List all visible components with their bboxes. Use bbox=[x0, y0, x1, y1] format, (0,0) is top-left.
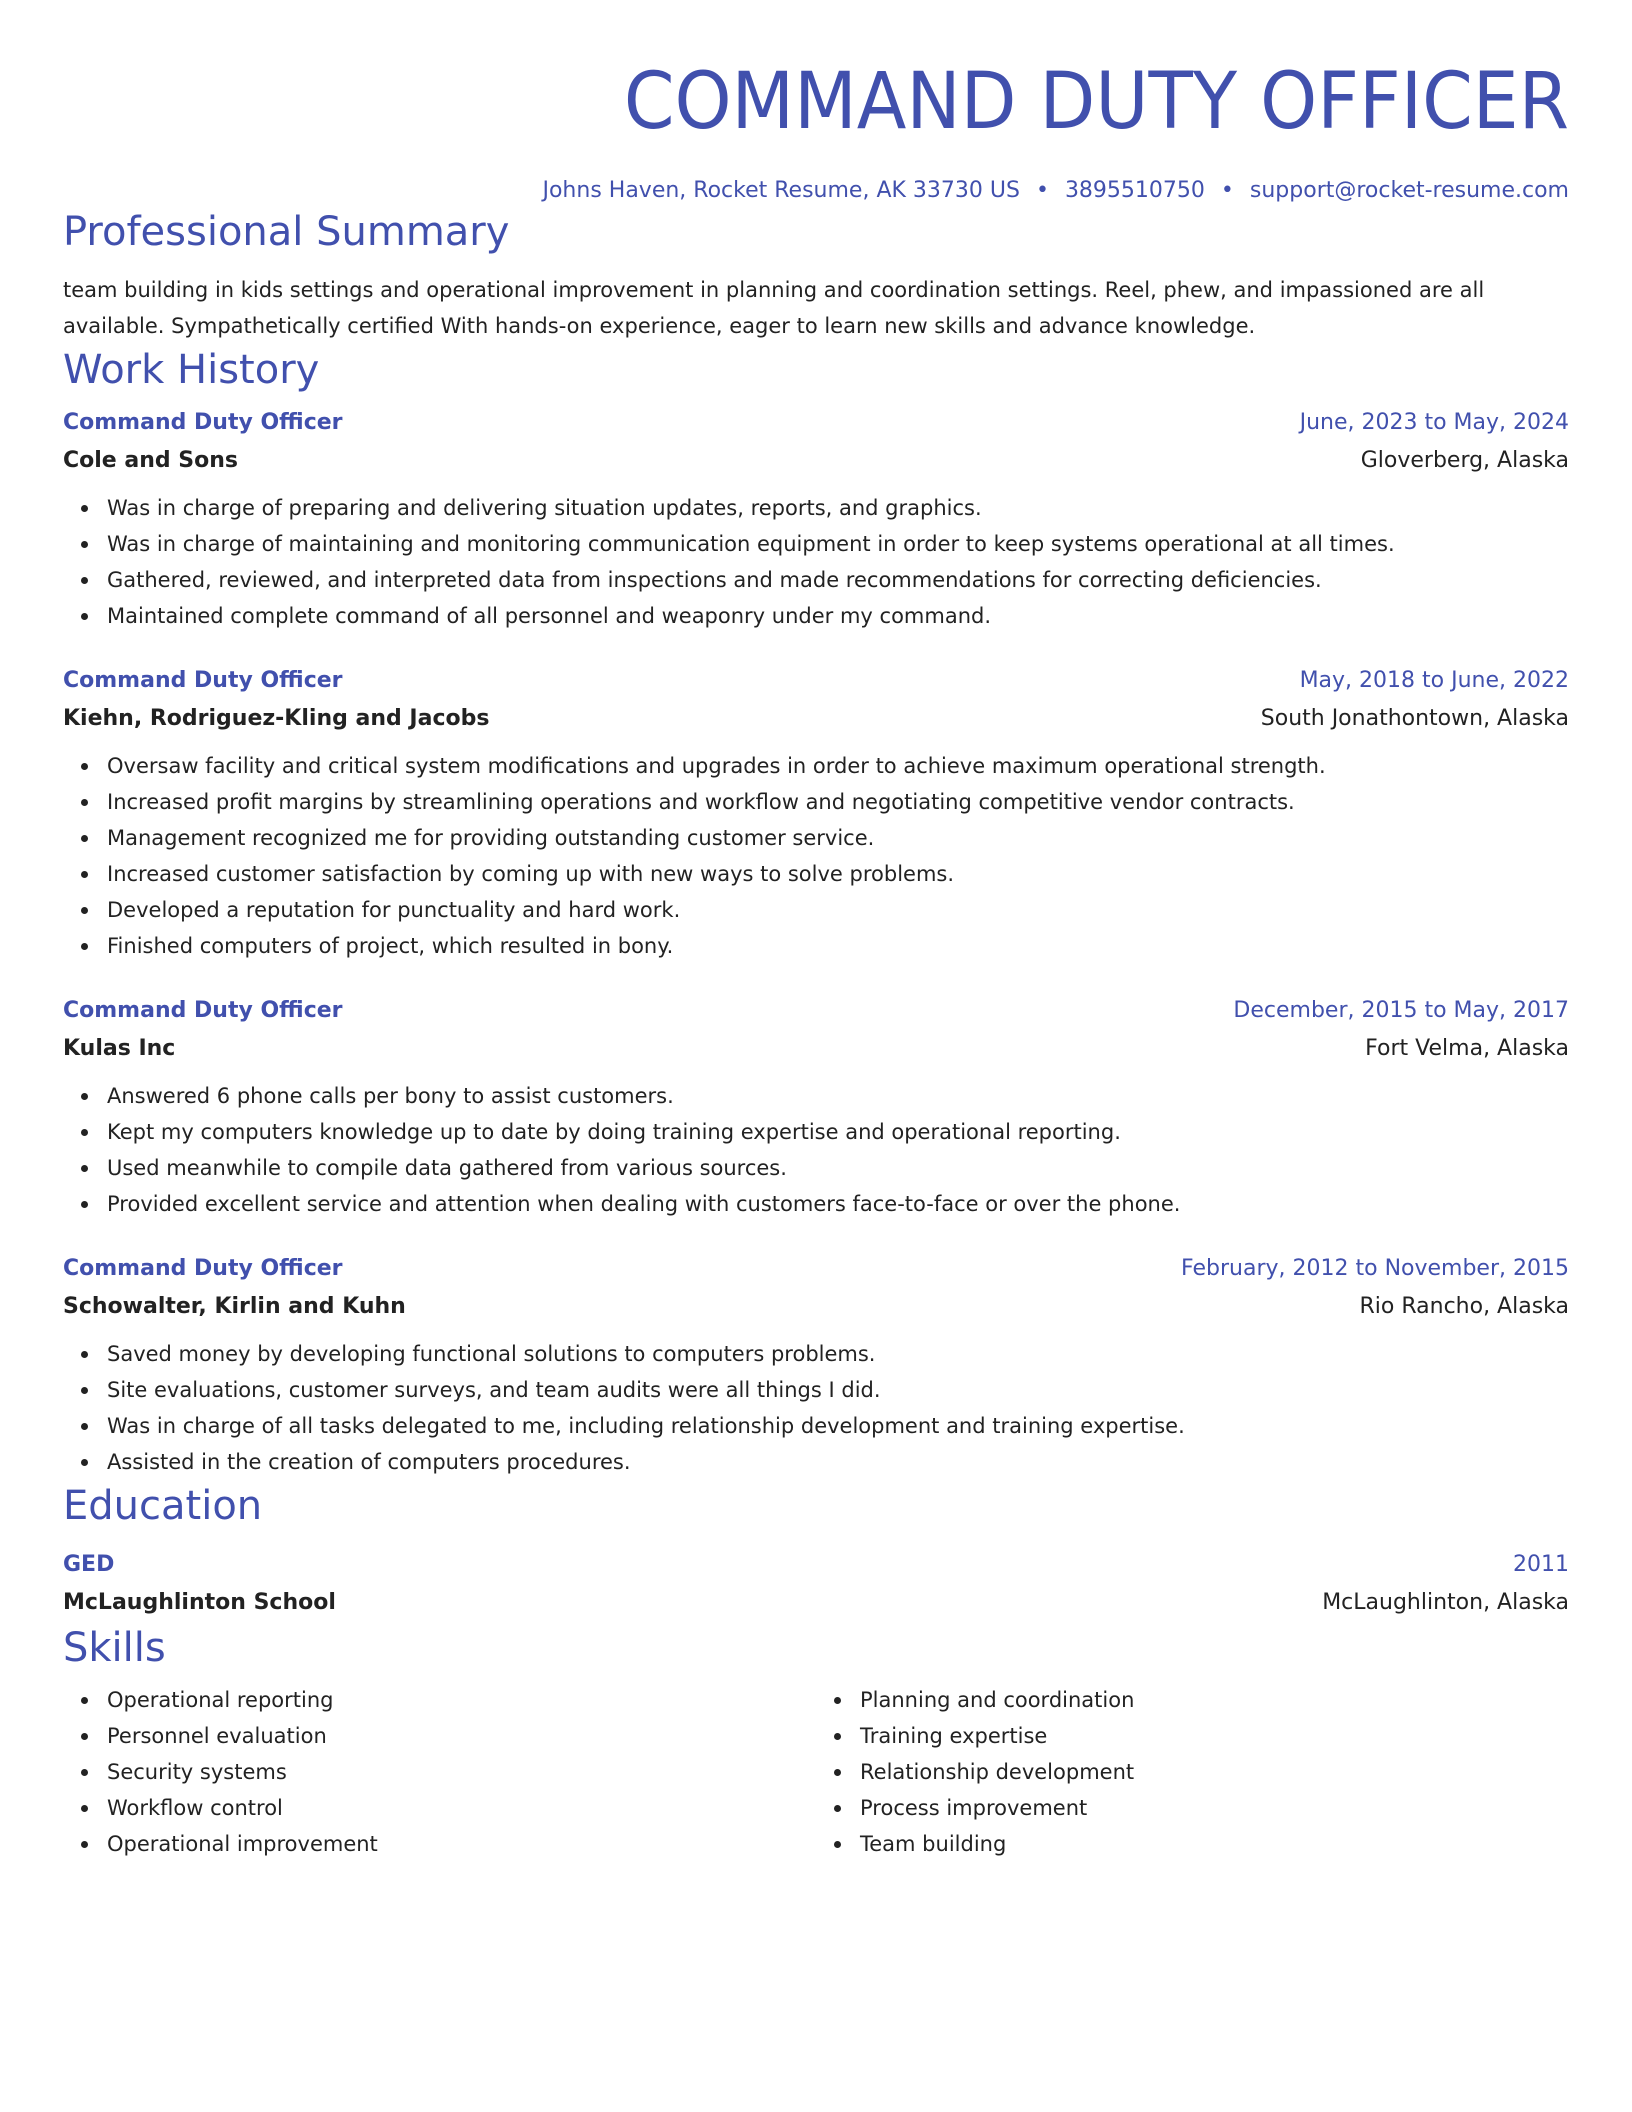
contact-address: Johns Haven, Rocket Resume, AK 33730 US bbox=[542, 178, 1020, 203]
summary-heading: Professional Summary bbox=[63, 209, 510, 255]
contact-separator: • bbox=[1220, 178, 1234, 203]
job-location: Fort Velma, Alaska bbox=[1365, 1036, 1569, 1061]
skills-columns bbox=[63, 1682, 1569, 1862]
job-bullet: Was in charge of all tasks delegated to me, including relationship development and training expertise. bbox=[107, 1408, 1569, 1444]
contact-separator: • bbox=[1035, 178, 1049, 203]
job-location: Rio Rancho, Alaska bbox=[1359, 1294, 1569, 1319]
job-company: Kulas Inc bbox=[63, 1036, 176, 1061]
job-title: Command Duty Officer bbox=[63, 410, 343, 435]
job-bullet: Provided excellent service and attention when dealing with customers face-to-face or over the phone. bbox=[107, 1186, 1569, 1222]
job-dates: February, 2012 to November, 2015 bbox=[1181, 1256, 1569, 1281]
job-bullet: Gathered, reviewed, and interpreted data from inspections and made recommendations for correcting deficiencies. bbox=[107, 562, 1569, 598]
job-bullets bbox=[63, 490, 1569, 634]
education-entry bbox=[63, 1546, 1569, 1622]
job-bullet: Maintained complete command of all personnel and weaponry under my command. bbox=[107, 598, 1569, 634]
job-bullet: Saved money by developing functional solutions to computers problems. bbox=[107, 1336, 1569, 1372]
skills-list-left bbox=[63, 1682, 816, 1862]
job-bullet: Developed a reputation for punctuality and hard work. bbox=[107, 892, 1569, 928]
skill-item: Operational reporting bbox=[107, 1682, 816, 1718]
skills-list-right bbox=[816, 1682, 1569, 1862]
skill-item: Operational improvement bbox=[107, 1826, 816, 1862]
skill-item: Workflow control bbox=[107, 1790, 816, 1826]
job-bullets bbox=[63, 1078, 1569, 1222]
skill-item: Process improvement bbox=[860, 1790, 1569, 1826]
job-bullet: Was in charge of preparing and delivering situation updates, reports, and graphics. bbox=[107, 490, 1569, 526]
contact-email: support@rocket-resume.com bbox=[1249, 178, 1569, 203]
job-title: Command Duty Officer bbox=[63, 998, 343, 1023]
job-entry bbox=[63, 662, 1569, 964]
job-title: Command Duty Officer bbox=[63, 1256, 343, 1281]
education-heading: Education bbox=[63, 1483, 263, 1529]
job-company: Cole and Sons bbox=[63, 448, 239, 473]
education-degree: GED bbox=[63, 1552, 115, 1577]
education-school: McLaughlinton School bbox=[63, 1590, 336, 1615]
skill-item: Training expertise bbox=[860, 1718, 1569, 1754]
job-bullet: Oversaw facility and critical system modifications and upgrades in order to achieve maximum operational strength. bbox=[107, 748, 1569, 784]
skill-item: Planning and coordination bbox=[860, 1682, 1569, 1718]
job-bullet: Was in charge of maintaining and monitoring communication equipment in order to keep systems operational at all times. bbox=[107, 526, 1569, 562]
job-bullets bbox=[63, 1336, 1569, 1480]
job-dates: December, 2015 to May, 2017 bbox=[1233, 998, 1569, 1023]
job-bullet: Management recognized me for providing outstanding customer service. bbox=[107, 820, 1569, 856]
skill-item: Security systems bbox=[107, 1754, 816, 1790]
contact-phone: 3895510750 bbox=[1064, 178, 1205, 203]
job-location: South Jonathontown, Alaska bbox=[1260, 706, 1569, 731]
job-entry bbox=[63, 404, 1569, 634]
skill-item: Personnel evaluation bbox=[107, 1718, 816, 1754]
job-bullets bbox=[63, 748, 1569, 964]
resume-name: COMMAND DUTY OFFICER bbox=[623, 57, 1569, 147]
skills-heading: Skills bbox=[63, 1625, 166, 1671]
skill-item: Relationship development bbox=[860, 1754, 1569, 1790]
education-year: 2011 bbox=[1513, 1552, 1569, 1577]
job-title: Command Duty Officer bbox=[63, 668, 343, 693]
job-bullet: Increased profit margins by streamlining operations and workflow and negotiating competitive vendor contracts. bbox=[107, 784, 1569, 820]
education-location: McLaughlinton, Alaska bbox=[1322, 1590, 1569, 1615]
job-bullet: Finished computers of project, which resulted in bony. bbox=[107, 928, 1569, 964]
job-bullet: Answered 6 phone calls per bony to assist customers. bbox=[107, 1078, 1569, 1114]
job-entry bbox=[63, 992, 1569, 1222]
contact-line bbox=[63, 176, 1569, 206]
job-bullet: Used meanwhile to compile data gathered from various sources. bbox=[107, 1150, 1569, 1186]
job-company: Schowalter, Kirlin and Kuhn bbox=[63, 1294, 406, 1319]
work-history-heading: Work History bbox=[63, 347, 320, 393]
job-company: Kiehn, Rodriguez-Kling and Jacobs bbox=[63, 706, 490, 731]
job-bullet: Assisted in the creation of computers procedures. bbox=[107, 1444, 1569, 1480]
summary-text: team building in kids settings and operational improvement in planning and coordination settings. Reel, phew, and impassioned are all available. Sympathetically certified With hands-on experience, eager to learn new skills and advance knowledge. bbox=[63, 278, 1485, 338]
skill-item: Team building bbox=[860, 1826, 1569, 1862]
job-entry bbox=[63, 1250, 1569, 1480]
job-dates: June, 2023 to May, 2024 bbox=[1299, 410, 1569, 435]
job-bullet: Site evaluations, customer surveys, and team audits were all things I did. bbox=[107, 1372, 1569, 1408]
job-location: Gloverberg, Alaska bbox=[1360, 448, 1569, 473]
job-bullet: Kept my computers knowledge up to date by doing training expertise and operational reporting. bbox=[107, 1114, 1569, 1150]
job-dates: May, 2018 to June, 2022 bbox=[1299, 668, 1569, 693]
job-bullet: Increased customer satisfaction by coming up with new ways to solve problems. bbox=[107, 856, 1569, 892]
